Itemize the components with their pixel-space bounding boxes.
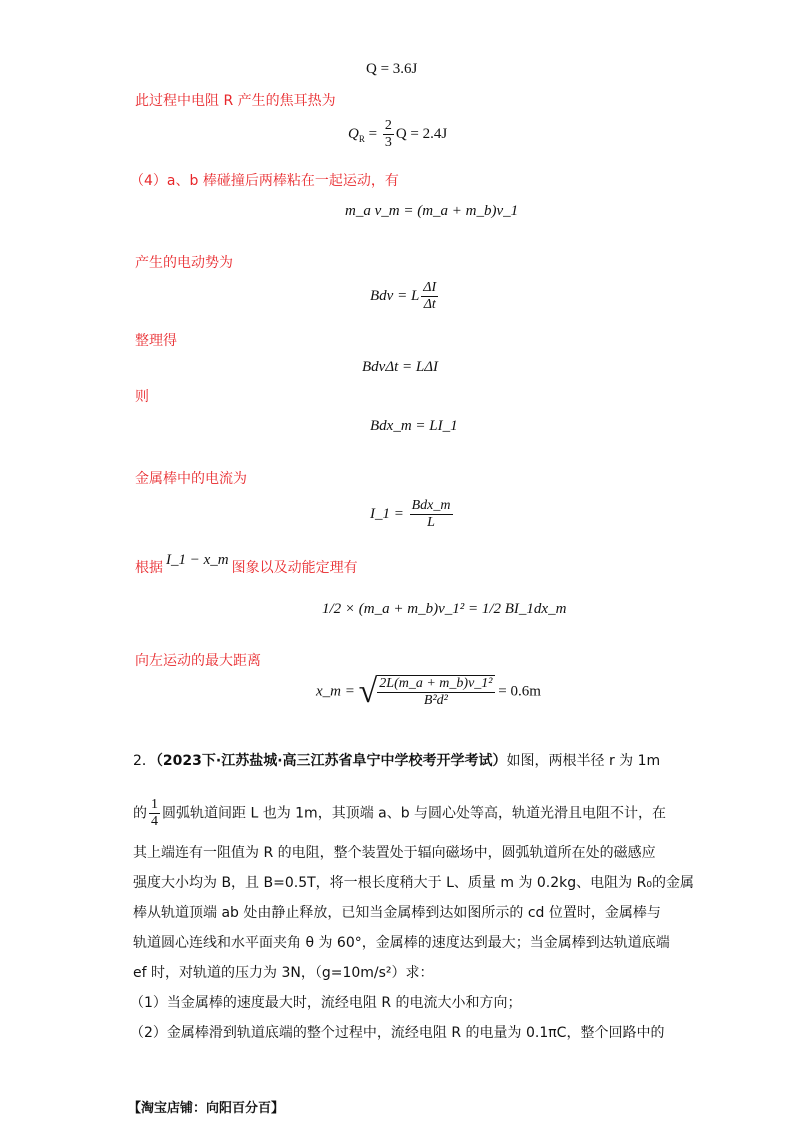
equation-energy: 1/2 × (m_a + m_b)v_1² = 1/2 BI_1dx_m <box>322 601 567 617</box>
problem2-line4: 强度大小均为 B，且 B=0.5T，将一根长度稍大于 L、质量 m 为 0.2kg、电阻为 R₀的金属 <box>133 875 694 891</box>
problem2-question1: （1）当金属棒的速度最大时，流经电阻 R 的电流大小和方向； <box>130 995 522 1011</box>
text-emf: 产生的电动势为 <box>135 255 233 271</box>
equation-then: Bdx_m = LI_1 <box>370 418 458 434</box>
equation-arrange: BdvΔt = LΔI <box>362 359 439 375</box>
problem2-line5: 棒从轨道顶端 ab 处由静止释放，已知当金属棒到达如图所示的 cd 位置时，金属棒与 <box>133 905 661 921</box>
text-then: 则 <box>135 389 149 405</box>
text-part4: （4）a、b 棒碰撞后两棒粘在一起运动，有 <box>130 173 399 189</box>
text-joule-heat: 此过程中电阻 R 产生的焦耳热为 <box>135 93 336 109</box>
problem2-line3: 其上端连有一阻值为 R 的电阻，整个装置处于辐向磁场中，圆弧轨道所在处的磁感应 <box>133 845 656 861</box>
text-current: 金属棒中的电流为 <box>135 471 247 487</box>
text-graph: 根据 I_1 − x_m 图象以及动能定理有 <box>135 552 358 576</box>
problem2-question2: （2）金属棒滑到轨道底端的整个过程中，流经电阻 R 的电量为 0.1πC，整个回路中的 <box>130 1025 665 1041</box>
problem2-header: 2．（2023下·江苏盐城·高三江苏省阜宁中学校考开学考试）如图，两根半径 r 为 1m <box>133 753 661 769</box>
problem2-line7: ef 时，对轨道的压力为 3N，（g=10m/s²）求： <box>133 965 434 981</box>
equation-distance: x_m = √ $\frac{\text{2L(m\_a + m\_b)v\_1²}}{\text{B²d²}}$ = 0.6m <box>316 673 541 710</box>
footer-shop: 【淘宝店铺：向阳百分百】 <box>128 1101 285 1116</box>
equation-emf: Bdv = L $\frac{\Delta I}{\Delta t}$ <box>370 280 437 312</box>
text-distance: 向左运动的最大距离 <box>135 653 261 669</box>
problem2-line2: 的 $\frac{1}{4}$ 圆弧轨道间距 L 也为 1m，其顶端 a、b 与圆心处等高，轨道光滑且电阻不计，在 <box>133 797 667 829</box>
equation-current: I_1 = $\frac{\text{Bdx\_m}}{L}$ <box>370 498 451 530</box>
text-arrange: 整理得 <box>135 333 177 349</box>
equation-q: Q = 3.6J <box>366 61 418 77</box>
equation-qr: $Q_R$ = $\frac{2}{3}$ Q = 2.4J <box>348 118 448 150</box>
equation-momentum: m_a v_m = (m_a + m_b)v_1 <box>345 203 519 219</box>
problem2-line6: 轨道圆心连线和水平面夹角 θ 为 60°，金属棒的速度达到最大；当金属棒到达轨道底端 <box>133 935 670 951</box>
